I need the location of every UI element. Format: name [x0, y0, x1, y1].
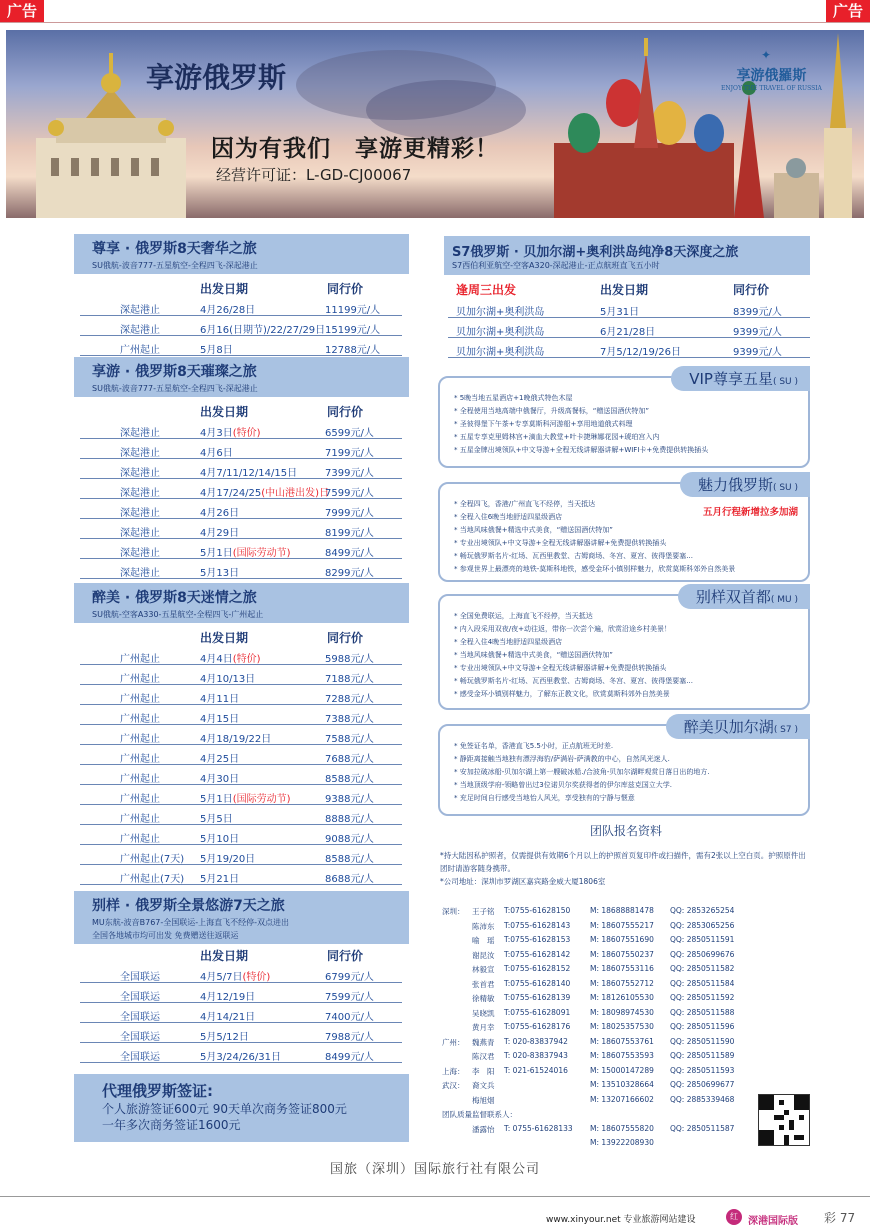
edition-label: 深港国际版 — [748, 1216, 798, 1227]
feature-box-item: * 充足时间自行感受当地怡人风光，享受独有的宁静与惬意 — [454, 794, 635, 802]
contact-field: M: 18607550237 — [590, 949, 654, 959]
feature-box — [438, 370, 810, 468]
contact-field: M: 18126105530 — [590, 993, 654, 1002]
s2-subtitle: SU俄航-波音777-五星航空-全程四飞-深起港止 — [92, 384, 258, 393]
contact-field: T:0755-61628150 — [504, 906, 571, 915]
feature-box — [438, 476, 810, 582]
feature-box-item: * 内入段采用双夜/夜+动往返，带你一次尝个遍，欣赏沿途乡村美景！ — [454, 625, 671, 633]
s3-price: 8888元/人 — [325, 814, 374, 825]
contact-field: 梅旭烟 — [472, 1095, 495, 1105]
feature-box-item: * 免签证名单，香港直飞5.5小时，正点航班无时差. — [454, 742, 614, 750]
s3-row — [80, 845, 402, 865]
s1-col-price: 同行价 — [327, 282, 364, 296]
logo-en: ENJOY THE TRAVEL OF RUSSIA — [721, 85, 822, 92]
feature-box-item: * 当地顶级学府-领略曾出过3位诺贝尔奖获得者的伊尔库兹克国立大学. — [454, 781, 672, 789]
s3-route: 广州起止 — [120, 794, 160, 805]
feature-box-item: * 全程四飞，香港/广州直飞不经停，当天抵达 — [454, 500, 596, 508]
s4-date: 4月14/21日 — [200, 1012, 256, 1023]
s1-row — [80, 296, 402, 316]
s3-tag: (特价) — [232, 654, 261, 665]
contact-field: QQ: 2850699676 — [670, 949, 735, 959]
bird-logo-icon: ✦ — [761, 48, 772, 62]
contact-field: T:0755-61628153 — [504, 935, 571, 944]
s4-price: 7400元/人 — [325, 1012, 374, 1023]
logo-text: 享游俄羅斯 — [736, 68, 807, 84]
visa-line-1: 个人旅游签证600元 90天单次商务签证800元 — [102, 1102, 347, 1116]
s2-price: 7399元/人 — [325, 468, 374, 479]
s3-col-price: 同行价 — [327, 631, 364, 645]
visa-service — [74, 1074, 409, 1142]
s3-route: 广州起止 — [120, 834, 160, 845]
contact-field: 谢昆汝 — [472, 950, 495, 960]
s3-date: 4月30日 — [200, 774, 240, 785]
s2-row — [80, 559, 402, 579]
banner-license: 经营许可证：L-GD-CJ00067 — [216, 166, 412, 184]
s1-subtitle: SU俄航-波音777-五星航空-全程四飞-深起港止 — [92, 261, 258, 270]
s3-date: 5月19/20日 — [200, 854, 256, 865]
s3-col-date: 出发日期 — [200, 631, 249, 645]
contact-field: QQ: 2850511591 — [670, 935, 735, 944]
s3-price: 9088元/人 — [325, 834, 374, 845]
s3-date: 4月11日 — [200, 694, 240, 705]
contact-field: 吴晓凯 — [472, 1008, 495, 1018]
s4-route: 全国联运 — [120, 992, 160, 1003]
contact-field: T: 0755-61628133 — [504, 1123, 573, 1133]
s2-route: 深起港止 — [120, 528, 160, 539]
qr-code-icon — [759, 1095, 809, 1145]
contact-field: M: 13510328664 — [590, 1080, 654, 1089]
contact-field: M: 13207166602 — [590, 1094, 654, 1104]
feature-box-item: * 当地风味俄餐+精选中式美食，“赠送国酒伏特加” — [454, 526, 613, 534]
feature-box-title — [678, 584, 810, 609]
s2-row — [80, 479, 402, 499]
s1-date: 4月26/28日 — [200, 305, 256, 316]
feature-box-item: * 全程入住6晚当地舒适四星级酒店 — [454, 513, 563, 521]
contact-field: QQ: 2850511590 — [670, 1036, 735, 1046]
s2-route: 深起港止 — [120, 468, 160, 479]
contact-field: T:0755-61628142 — [504, 949, 571, 959]
s2-date: 4月26日 — [200, 508, 240, 519]
contact-field: 李 阳 — [472, 1066, 495, 1076]
contact-field: T:0755-61628176 — [504, 1022, 571, 1031]
s3-price: 7588元/人 — [325, 734, 374, 745]
feature-box-code: ( SU ) — [772, 377, 798, 387]
s2-tag: (特价) — [232, 428, 261, 439]
feature-box-item: * 专业出境领队+中文导游+全程无线讲解器讲解+免费提供转换插头 — [454, 664, 667, 672]
s1-price: 15199元/人 — [325, 325, 381, 336]
feature-box-code: ( S7 ) — [773, 725, 798, 735]
s2-route: 深起港止 — [120, 428, 160, 439]
s4-row — [80, 983, 402, 1003]
s4-tag: (特价) — [242, 972, 271, 983]
col-date-r: 出发日期 — [600, 283, 649, 297]
feature-box-name: VIP尊享五星 — [689, 370, 773, 388]
s3-date: 4月18/19/22日 — [200, 734, 272, 745]
s3-row — [80, 725, 402, 745]
s3-subtitle: SU俄航-空客A330-五星航空-全程四飞-广州起止 — [92, 610, 264, 619]
feature-box-item: * 当地风味俄餐+精选中式美食，“赠送国酒伏特加” — [454, 651, 613, 659]
qr-code[interactable] — [758, 1094, 810, 1146]
s4-row — [80, 963, 402, 983]
route-s7-title: S7俄罗斯 · 贝加尔湖+奥利洪岛纯净8天深度之旅 — [452, 245, 739, 260]
contact-field: 王子铭 — [472, 907, 495, 916]
s3-date: 5月1日(国际劳动节) — [200, 794, 291, 805]
contact-field: T:0755-61628091 — [504, 1007, 571, 1017]
s4-header — [74, 891, 409, 944]
route-s7-price: 9399元/人 — [733, 347, 782, 358]
s3-row — [80, 765, 402, 785]
route-s7-row — [448, 338, 810, 358]
weekly-departure: 逢周三出发 — [456, 283, 517, 297]
s3-header — [74, 583, 409, 623]
feature-box-name: 醉美贝加尔湖 — [683, 718, 774, 736]
s1-price: 11199元/人 — [325, 305, 381, 316]
ad-label-right: 广告 — [826, 0, 870, 22]
s2-row — [80, 459, 402, 479]
contact-field: 团队质量监督联系人： — [442, 1110, 517, 1119]
s3-route: 广州起止 — [120, 694, 160, 705]
s2-date: 4月6日 — [200, 448, 233, 459]
s2-col-date: 出发日期 — [200, 405, 249, 419]
s4-price: 7988元/人 — [325, 1032, 374, 1043]
s4-date: 5月5/12日 — [200, 1032, 249, 1043]
contact-field: QQ: 2853065256 — [670, 920, 735, 930]
feature-box-item: * 感受金环小镇别样魅力，了解东正教文化，欣赏莫斯科郊外自然美景 — [454, 690, 670, 698]
feature-box-item: * 5晚当地五星酒店+1晚俄式特色木屋 — [454, 394, 573, 402]
contact-field: M: 18607555217 — [590, 920, 654, 930]
contact-field: T:0755-61628140 — [504, 978, 571, 988]
feature-box-item: * 全程使用当地高端中俄餐厅，升级高餐标，“赠送国酒伏特加” — [454, 407, 649, 415]
contact-field: T: 020-83837943 — [504, 1051, 568, 1060]
s3-route: 广州起止 — [120, 654, 160, 665]
s4-price: 8499元/人 — [325, 1052, 374, 1063]
feature-box-title — [666, 714, 810, 739]
brand-logo — [721, 65, 822, 92]
s2-date: 4月17/24/25(中山港出发)日 — [200, 488, 330, 499]
s1-route: 广州起止 — [120, 345, 160, 356]
s3-route: 广州起止 — [120, 674, 160, 685]
s1-price: 12788元/人 — [325, 345, 381, 356]
s3-route: 广州起止 — [120, 814, 160, 825]
s2-row — [80, 519, 402, 539]
s1-title: 尊享 · 俄罗斯8天奢华之旅 — [92, 241, 257, 257]
s1-row — [80, 336, 402, 356]
s4-route: 全国联运 — [120, 1012, 160, 1023]
s3-route: 广州起止(7天) — [120, 854, 185, 865]
s3-row — [80, 825, 402, 845]
contact-field: 喻 瑶 — [472, 936, 495, 945]
banner-title: 享游俄罗斯 — [146, 61, 287, 94]
s2-price: 7999元/人 — [325, 508, 374, 519]
contact-field: M: 13922208930 — [590, 1138, 654, 1147]
s1-header — [74, 234, 409, 274]
s3-row — [80, 805, 402, 825]
s1-route: 深起港止 — [120, 305, 160, 316]
s4-date: 4月12/19日 — [200, 992, 256, 1003]
team-info — [440, 822, 812, 888]
s3-route: 广州起止(7天) — [120, 874, 185, 885]
contact-field: M: 15000147289 — [590, 1065, 654, 1075]
contact-field: QQ: 2850511596 — [670, 1022, 735, 1031]
s2-route: 深起港止 — [120, 448, 160, 459]
s1-row — [80, 316, 402, 336]
s2-price: 8499元/人 — [325, 548, 374, 559]
feature-box-name: 别样双首都 — [695, 588, 771, 606]
s2-price: 6599元/人 — [325, 428, 374, 439]
s3-date: 4月15日 — [200, 714, 240, 725]
route-s7-subtitle: S7西伯利亚航空-空客A320-深起港止-正点航班直飞五小时 — [452, 261, 660, 270]
s4-row — [80, 1003, 402, 1023]
s3-row — [80, 645, 402, 665]
hero-banner — [6, 30, 864, 218]
s2-route: 深起港止 — [120, 548, 160, 559]
s2-route: 深起港止 — [120, 508, 160, 519]
s3-route: 广州起止 — [120, 754, 160, 765]
contact-field: T:0755-61628152 — [504, 964, 571, 973]
s1-route: 深起港止 — [120, 325, 160, 336]
contact-field: QQ: 2850511588 — [670, 1007, 735, 1017]
s2-date: 4月7/11/12/14/15日 — [200, 468, 298, 479]
s2-title: 享游 · 俄罗斯8天璀璨之旅 — [92, 364, 257, 380]
contact-field: QQ: 2850511587 — [670, 1123, 735, 1133]
s2-route: 深起港止 — [120, 568, 160, 579]
s3-row — [80, 705, 402, 725]
s4-col-price: 同行价 — [327, 949, 364, 963]
team-title: 团队报名资料 — [589, 824, 662, 838]
contact-field: 深圳： — [442, 907, 465, 916]
contact-field: QQ: 2850511589 — [670, 1051, 735, 1060]
contact-field: 上海： — [442, 1066, 465, 1076]
s4-row — [80, 1023, 402, 1043]
route-s7-date: 6月21/28日 — [600, 327, 656, 338]
s1-date: 5月8日 — [200, 345, 233, 356]
s4-title: 别样 · 俄罗斯全景悠游7天之旅 — [92, 898, 285, 914]
contact-field: T: 021-61524016 — [504, 1065, 568, 1075]
contact-field: QQ: 2850699677 — [670, 1080, 735, 1089]
contact-field: M: 18688881478 — [590, 906, 654, 915]
s3-price: 7288元/人 — [325, 694, 374, 705]
s3-date: 5月5日 — [200, 814, 233, 825]
team-note-address: *公司地址：深圳市罗湖区嘉宾路金威大厦1806室 — [440, 877, 606, 886]
contact-field: 陈沛东 — [472, 921, 495, 931]
route-s7-header — [444, 236, 810, 275]
s2-route: 深起港止 — [120, 488, 160, 499]
route-s7-date: 7月5/12/19/26日 — [600, 347, 682, 358]
route-s7-price: 8399元/人 — [733, 307, 782, 318]
ad-label-left: 广告 — [0, 0, 44, 22]
s4-price: 6799元/人 — [325, 972, 374, 983]
contact-field: M: 18098974530 — [590, 1007, 654, 1017]
s4-route: 全国联运 — [120, 1052, 160, 1063]
s2-date: 4月3日(特价) — [200, 428, 261, 439]
feature-box-item: * 畅玩俄罗斯名片-红场、瓦西里教堂、古姆商场、冬宫、夏宫、彼得堡要塞... — [454, 677, 693, 685]
route-s7-route: 贝加尔湖+奥利洪岛 — [456, 327, 545, 338]
s3-row — [80, 865, 402, 885]
s2-row — [80, 539, 402, 559]
contact-field: QQ: 2850511592 — [670, 993, 735, 1002]
contact-field: QQ: 2850511593 — [670, 1065, 735, 1075]
feature-box-code: ( MU ) — [770, 595, 798, 605]
contact-field: T:0755-61628143 — [504, 920, 571, 930]
route-s7-price: 9399元/人 — [733, 327, 782, 338]
route-s7-date: 5月31日 — [600, 307, 640, 318]
team-note-passport: *持大陆因私护照者，仅需提供有效期6个月以上的护照首页复印件或扫描件，需有2张以上空白页。护照原件出团时请游客随身携带。 — [440, 851, 806, 873]
contact-field: 裔文兵 — [472, 1081, 495, 1090]
s2-row — [80, 499, 402, 519]
s4-route: 全国联运 — [120, 1032, 160, 1043]
feature-box-title — [671, 366, 810, 391]
feature-box-title — [680, 472, 810, 497]
s3-date: 4月4日(特价) — [200, 654, 261, 665]
s2-date: 5月1日(国际劳动节) — [200, 548, 291, 559]
page-number: 彩 77 — [824, 1211, 856, 1225]
feature-box-item: * 五星专享克里姆林宫+滴血大教堂+叶卡捷琳娜花园+琥珀宫入内 — [454, 433, 660, 441]
visa-line-2: 一年多次商务签证1600元 — [102, 1118, 241, 1132]
cathedral-illustration — [534, 33, 864, 218]
contact-field: M: 18607551690 — [590, 935, 654, 944]
s3-price: 8588元/人 — [325, 854, 374, 865]
s3-route: 广州起止 — [120, 714, 160, 725]
s2-price: 7199元/人 — [325, 448, 374, 459]
route-s7-route: 贝加尔湖+奥利洪岛 — [456, 307, 545, 318]
contact-field: M: 18607552712 — [590, 978, 654, 988]
route-s7-route: 贝加尔湖+奥利洪岛 — [456, 347, 545, 358]
s3-date: 5月21日 — [200, 874, 240, 885]
s3-date: 4月10/13日 — [200, 674, 256, 685]
s1-col-date: 出发日期 — [200, 282, 249, 296]
bottom-divider — [0, 1196, 870, 1197]
feature-box-item: * 五星金牌出境领队+中文导游+全程无线讲解器讲解+WIFI卡+免费提供转换插头 — [454, 446, 709, 454]
footer-site[interactable]: www.xinyour.net 专业旅游网站建设 — [546, 1215, 696, 1225]
s3-date: 4月25日 — [200, 754, 240, 765]
s3-price: 9388元/人 — [325, 794, 374, 805]
s3-date: 5月10日 — [200, 834, 240, 845]
s3-price: 5988元/人 — [325, 654, 374, 665]
s3-route: 广州起止 — [120, 734, 160, 745]
contact-field: 广州： — [442, 1037, 465, 1047]
s3-row — [80, 785, 402, 805]
feature-box-item: * 圣彼得堡下午茶+专享莫斯科河游船+享用地道俄式料理 — [454, 420, 633, 428]
feature-box-item: * 专业出境领队+中文导游+全程无线讲解器讲解+免费提供转换插头 — [454, 539, 667, 547]
s2-price: 8299元/人 — [325, 568, 374, 579]
contact-field: QQ: 2853265254 — [670, 906, 735, 915]
red-badge-icon: 红 — [726, 1209, 742, 1225]
contact-field: M: 18025357530 — [590, 1022, 654, 1031]
company-name: 国旅（深圳）国际旅行社有限公司 — [329, 1162, 540, 1177]
feature-box-item: * 全程入住4晚当地舒适四星级酒店 — [454, 638, 563, 646]
col-price-r: 同行价 — [733, 283, 770, 297]
contact-field: 武汉： — [442, 1081, 465, 1090]
contact-field: 张首君 — [472, 979, 495, 989]
s2-tag: (中山港出发)日 — [261, 488, 330, 499]
s2-price: 7599元/人 — [325, 488, 374, 499]
s4-row — [80, 1043, 402, 1063]
banner-slogan: 因为有我们 享游更精彩！ — [211, 136, 499, 162]
s3-route: 广州起止 — [120, 774, 160, 785]
contact-field: 徐精敏 — [472, 994, 495, 1003]
feature-box-item: * 安加拉破冰船-贝加尔湖上第一艘破冰船./合波角-贝加尔湖畔观赏日落日出的地方. — [454, 768, 710, 776]
s2-header — [74, 357, 409, 397]
top-divider — [0, 22, 870, 23]
s4-date: 4月5/7日(特价) — [200, 972, 271, 983]
s3-row — [80, 745, 402, 765]
contact-field: QQ: 2885339468 — [670, 1094, 735, 1104]
contact-field: QQ: 2850511584 — [670, 978, 735, 988]
feature-box-item: * 全国免费联运，上海直飞不经停，当天抵达 — [454, 612, 593, 620]
feature-box-code: ( SU ) — [772, 483, 798, 493]
s4-route: 全国联运 — [120, 972, 160, 983]
contact-field: 林毅宣 — [472, 965, 495, 974]
feature-box-item: * 参观世界上最漂亮的地铁-莫斯科地铁，感受金环小镇别样魅力，欣赏莫斯科郊外自然美景 — [454, 565, 736, 573]
s2-date: 5月13日 — [200, 568, 240, 579]
contact-field: 黄月幸 — [472, 1023, 495, 1032]
s3-price: 7388元/人 — [325, 714, 374, 725]
route-s7-row — [448, 298, 810, 318]
feature-box-item: * 畅玩俄罗斯名片-红场、瓦西里教堂、古姆商场、冬宫、夏宫、彼得堡要塞... — [454, 552, 693, 560]
contact-field: T: 020-83837942 — [504, 1036, 568, 1046]
feature-box — [438, 718, 810, 816]
s2-col-price: 同行价 — [327, 405, 364, 419]
s3-price: 8688元/人 — [325, 874, 374, 885]
s3-tag: (国际劳动节) — [232, 794, 291, 805]
s2-date: 4月29日 — [200, 528, 240, 539]
visa-title: 代理俄罗斯签证: — [102, 1082, 213, 1100]
feature-box-item: * 静距离接触当地独有漂浮海豹/萨满岩-萨满教的中心，自然风光迷人. — [454, 755, 670, 763]
contact-field: M: 18607553593 — [590, 1051, 654, 1060]
feature-box-list — [440, 596, 808, 707]
s3-price: 7188元/人 — [325, 674, 374, 685]
s2-row — [80, 439, 402, 459]
s4-price: 7599元/人 — [325, 992, 374, 1003]
contact-field: 魏燕青 — [472, 1037, 495, 1047]
s2-tag: (国际劳动节) — [232, 548, 291, 559]
contact-field: T:0755-61628139 — [504, 993, 571, 1002]
feature-box-list — [440, 484, 808, 582]
s3-price: 8588元/人 — [325, 774, 374, 785]
s3-row — [80, 665, 402, 685]
feature-box — [438, 588, 810, 710]
s1-date: 6月16(日期节)/22/27/29日 — [200, 325, 326, 336]
s4-col-date: 出发日期 — [200, 949, 249, 963]
contact-field: QQ: 2850511582 — [670, 964, 735, 973]
s4-subtitle: MU东航-波音B767-全国联运-上海直飞不经停-双点进出 — [92, 918, 290, 927]
contact-field: 潘露怡 — [472, 1124, 495, 1134]
route-s7-row — [448, 318, 810, 338]
s3-price: 7688元/人 — [325, 754, 374, 765]
s2-price: 8199元/人 — [325, 528, 374, 539]
feature-box-note: 五月行程新增拉多加湖 — [702, 507, 798, 518]
s3-title: 醉美 · 俄罗斯8天迷情之旅 — [92, 590, 257, 606]
contact-field: M: 18607555820 — [590, 1123, 654, 1133]
contact-field: 陈汉君 — [472, 1052, 495, 1061]
s4-subtitle-2: 全国各地城市均可出发 免费赠送往返联运 — [92, 931, 239, 940]
feature-box-name: 魅力俄罗斯 — [697, 476, 773, 494]
s3-row — [80, 685, 402, 705]
contact-field: M: 18607553761 — [590, 1036, 654, 1046]
s2-row — [80, 419, 402, 439]
contact-field: M: 18607553116 — [590, 964, 654, 973]
s4-date: 5月3/24/26/31日 — [200, 1052, 282, 1063]
